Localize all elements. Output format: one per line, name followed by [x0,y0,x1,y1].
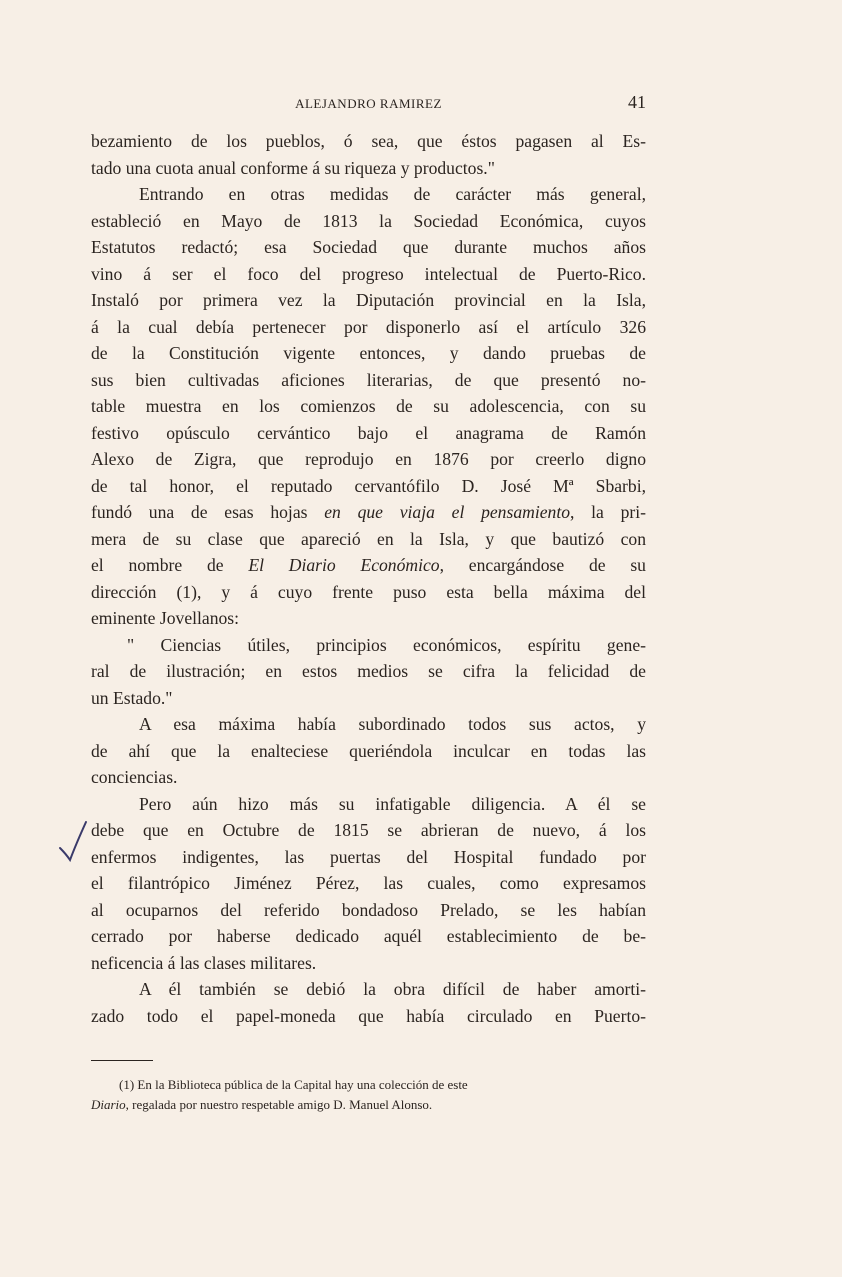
text-line: tado una cuota anual conforme á su riqueza y productos." [91,157,495,178]
text-line: el filantrópico Jiménez Pérez, las cuales, como expresamos [91,873,646,893]
text-line: un Estado." [91,687,173,708]
text-line: enfermos indigentes, las puertas del Hospital fundado por [91,846,646,867]
text-line [91,499,646,526]
text-line: eminente Jovellanos: [91,608,240,628]
text-line: A esa máxima había subordinado todos sus actos, y [139,714,646,734]
text-line: A él también se debió la obra difícil de haber amorti- [139,979,646,999]
text-line: sus bien cultivadas aficiones literarias, de que presentó no- [91,369,646,390]
text-segment: , regalada por nuestro respetable amigo D. Manuel Alonso. [125,1097,433,1112]
text-line: Estatutos redactó; esa Sociedad que durante muchos años [91,237,646,257]
text-line: vino á ser el foco del progreso intelectual de Puerto-Rico. [91,263,646,284]
text-line: ral de ilustración; en estos medios se cifra la felicidad de [91,661,646,681]
text-line: debe que en Octubre de 1815 se abrieran de nuevo, á los [91,820,646,840]
text-line: á la cual debía pertenecer por disponerlo así el artículo 326 [91,316,646,337]
text-line: de la Constitución vigente entonces, y dando pruebas de [91,343,646,363]
text-line: " Ciencias útiles, principios económicos, espíritu gene- [127,634,646,655]
text-line: Entrando en otras medidas de carácter más general, [139,184,646,204]
body-text [91,128,646,1029]
italic-title: Diario [91,1097,126,1112]
footnote-line [91,1095,646,1115]
text-line [91,552,646,579]
text-line: festivo opúsculo cervántico bajo el anagrama de Ramón [91,422,646,443]
handwritten-check-mark [58,820,90,864]
text-segment: fundó una de esas hojas [91,502,325,522]
text-line: al ocuparnos del referido bondadoso Prelado, se les habían [91,899,646,920]
italic-title: El Diario Económico [248,555,440,575]
text-line: Pero aún hizo más su infatigable diligencia. A él se [139,793,646,814]
text-line: mera de su clase que apareció en la Isla, y que bautizó con [91,528,646,549]
text-segment: el nombre de [91,555,249,575]
text-line: neficencia á las clases militares. [91,952,317,973]
text-line: Instaló por primera vez la Diputación provincial en la Isla, [91,290,646,310]
text-line: dirección (1), y á cuyo frente puso esta bella máxima del [91,581,646,602]
text-line: de tal honor, el reputado cervantófilo D. José Mª Sbarbi, [91,475,646,496]
text-line: estableció en Mayo de 1813 la Sociedad Económica, cuyos [91,210,646,231]
footnote-line: (1) En la Biblioteca pública de la Capital hay una colección de este [119,1077,468,1092]
text-line: de ahí que la enalteciese queriéndola inculcar en todas las [91,740,646,761]
text-segment: , la pri- [570,502,646,522]
page-header [91,92,646,116]
text-line: bezamiento de los pueblos, ó sea, que éstos pagasen al Es- [91,131,646,151]
italic-phrase: en que viaja el pensamiento [324,502,571,522]
text-line: table muestra en los comienzos de su adolescencia, con su [91,396,646,416]
text-line: cerrado por haberse dedicado aquél establecimiento de be- [91,926,646,946]
page-number: 41 [628,92,646,112]
text-line: conciencias. [91,767,178,787]
text-line: Alexo de Zigra, que reprodujo en 1876 por creerlo digno [91,449,646,469]
text-segment: , encargándose de su [439,555,646,575]
footnote-rule [91,1060,153,1061]
footnotes [91,1075,646,1115]
running-title: ALEJANDRO RAMIREZ [295,96,442,111]
text-line: zado todo el papel-moneda que había circulado en Puerto- [91,1005,646,1026]
